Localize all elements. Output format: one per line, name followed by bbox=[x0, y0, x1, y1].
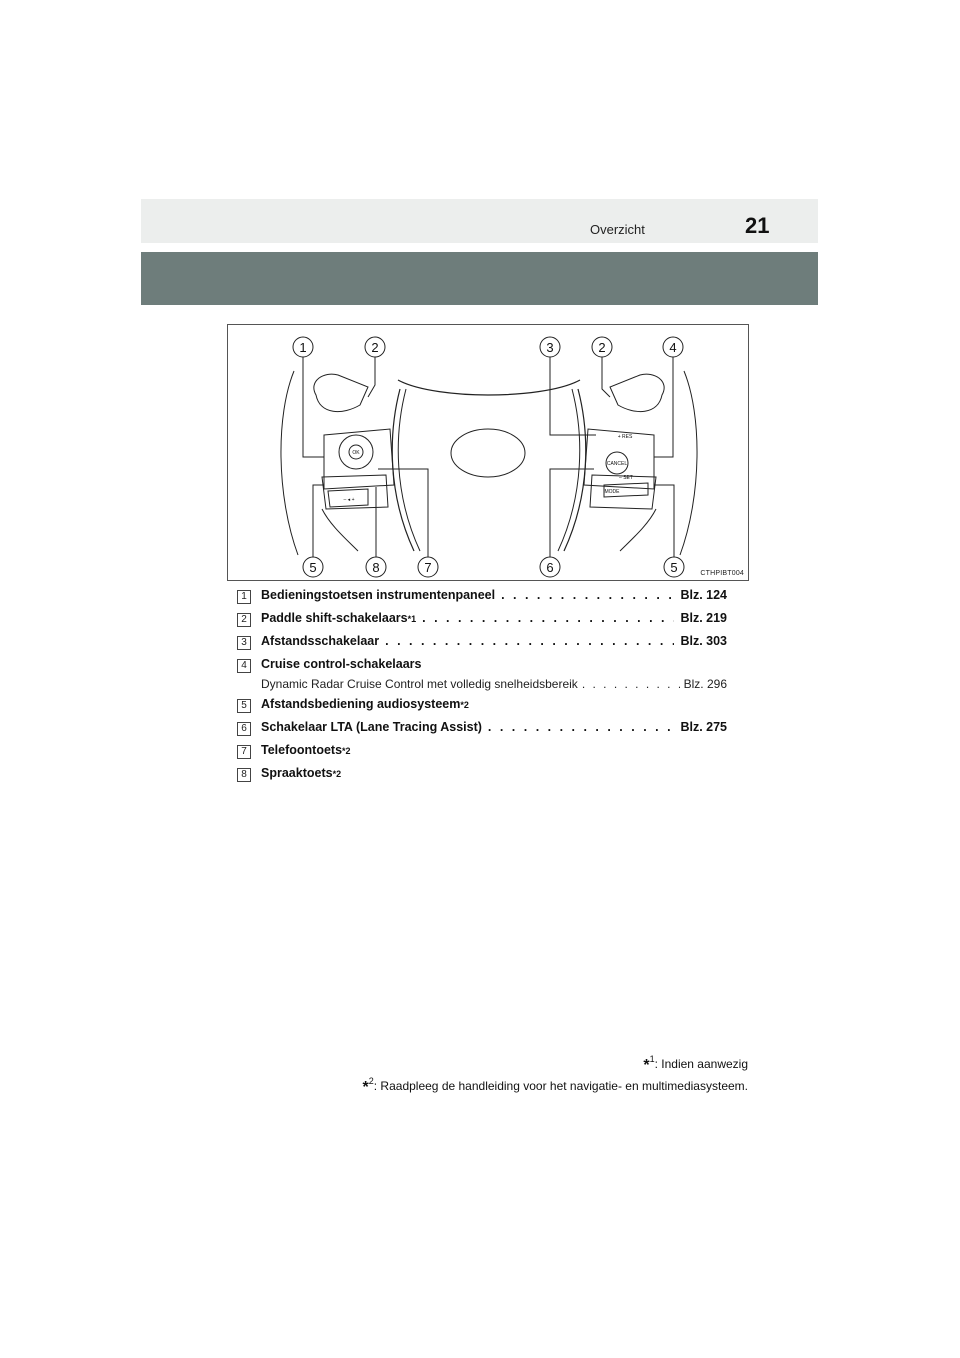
footnote-number: 1 bbox=[649, 1054, 655, 1064]
page-ref: Blz. 219 bbox=[680, 611, 727, 625]
chapter-band bbox=[141, 252, 818, 305]
page-ref: Blz. 303 bbox=[680, 634, 727, 648]
item-label: Schakelaar LTA (Lane Tracing Assist) bbox=[261, 720, 482, 734]
callout-bottom-3: 7 bbox=[424, 560, 432, 575]
page-ref: Blz. 124 bbox=[680, 588, 727, 602]
item-number: 6 bbox=[237, 722, 251, 736]
legend-item bbox=[237, 634, 727, 654]
item-label: Cruise control-schakelaars bbox=[261, 657, 422, 671]
footnote-2 bbox=[362, 1076, 748, 1097]
legend-item bbox=[237, 720, 727, 740]
rim-left bbox=[281, 371, 298, 555]
page-number: 21 bbox=[745, 213, 770, 238]
steering-wheel-figure bbox=[227, 324, 749, 581]
page-ref: Blz. 275 bbox=[680, 720, 727, 734]
rim-right bbox=[680, 371, 697, 555]
item-number: 3 bbox=[237, 636, 251, 650]
callout-top-2: 2 bbox=[371, 340, 379, 355]
item-number: 5 bbox=[237, 699, 251, 713]
footnote-text: : Indien aanwezig bbox=[654, 1057, 748, 1071]
footnote-1 bbox=[643, 1054, 748, 1075]
figure-code: CTHPIBT004 bbox=[700, 570, 744, 577]
footnote-number: 2 bbox=[368, 1076, 374, 1086]
item-label: Bedieningstoetsen instrumentenpaneel bbox=[261, 588, 496, 602]
item-label: Paddle shift-schakelaars bbox=[261, 611, 408, 625]
callout-bottom-1: 5 bbox=[309, 560, 317, 575]
sub-item-label: Dynamic Radar Cruise Control met volledig snelheidsbereik bbox=[261, 677, 578, 691]
item-label: Telefoontoets bbox=[261, 743, 343, 757]
callout-bottom-2: 8 bbox=[372, 560, 380, 575]
steering-wheel-illustration bbox=[228, 325, 750, 582]
callout-top-5: 4 bbox=[669, 340, 677, 355]
ok-label: OK bbox=[352, 450, 360, 456]
callout-top-4: 2 bbox=[598, 340, 606, 355]
item-number: 4 bbox=[237, 659, 251, 673]
item-number: 8 bbox=[237, 768, 251, 782]
item-label: Afstandsschakelaar bbox=[261, 634, 380, 648]
callout-top-3: 3 bbox=[546, 340, 554, 355]
item-number: 7 bbox=[237, 745, 251, 759]
item-label: Afstandsbediening audiosysteem bbox=[261, 697, 461, 711]
page-ref: Blz. 296 bbox=[683, 677, 727, 691]
cancel-label: CANCEL bbox=[606, 461, 628, 467]
set-label: – SET bbox=[619, 475, 633, 481]
callout-legend bbox=[237, 588, 727, 789]
item-label: Spraaktoets bbox=[261, 766, 333, 780]
res-label: + RES bbox=[617, 434, 633, 440]
legend-item: 2 Paddle shift-schakelaars *1 . . . Blz. 219 bbox=[237, 611, 727, 631]
item-number: 2 bbox=[237, 613, 251, 627]
callout-top-1: 1 bbox=[299, 340, 307, 355]
header-bar bbox=[141, 199, 818, 243]
mode-label: MODE bbox=[604, 489, 620, 495]
callout-bottom-4: 6 bbox=[546, 560, 554, 575]
footnote-asterisk: * bbox=[643, 1057, 650, 1074]
legend-item: 5 Afstandsbediening audiosysteem *2 bbox=[237, 697, 727, 717]
item-number: 1 bbox=[237, 590, 251, 604]
legend-item bbox=[237, 657, 727, 694]
volume-label: – ◂ + bbox=[343, 497, 355, 503]
legend-item: 8 Spraaktoets *2 bbox=[237, 766, 727, 786]
legend-item bbox=[237, 588, 727, 608]
section-title: Overzicht bbox=[590, 222, 645, 237]
footnote-text: : Raadpleeg de handleiding voor het navigatie- en multimediasysteem. bbox=[373, 1079, 748, 1093]
legend-item: 7 Telefoontoets *2 bbox=[237, 743, 727, 763]
callout-bottom-5: 5 bbox=[670, 560, 678, 575]
footnote-asterisk: * bbox=[362, 1079, 369, 1096]
